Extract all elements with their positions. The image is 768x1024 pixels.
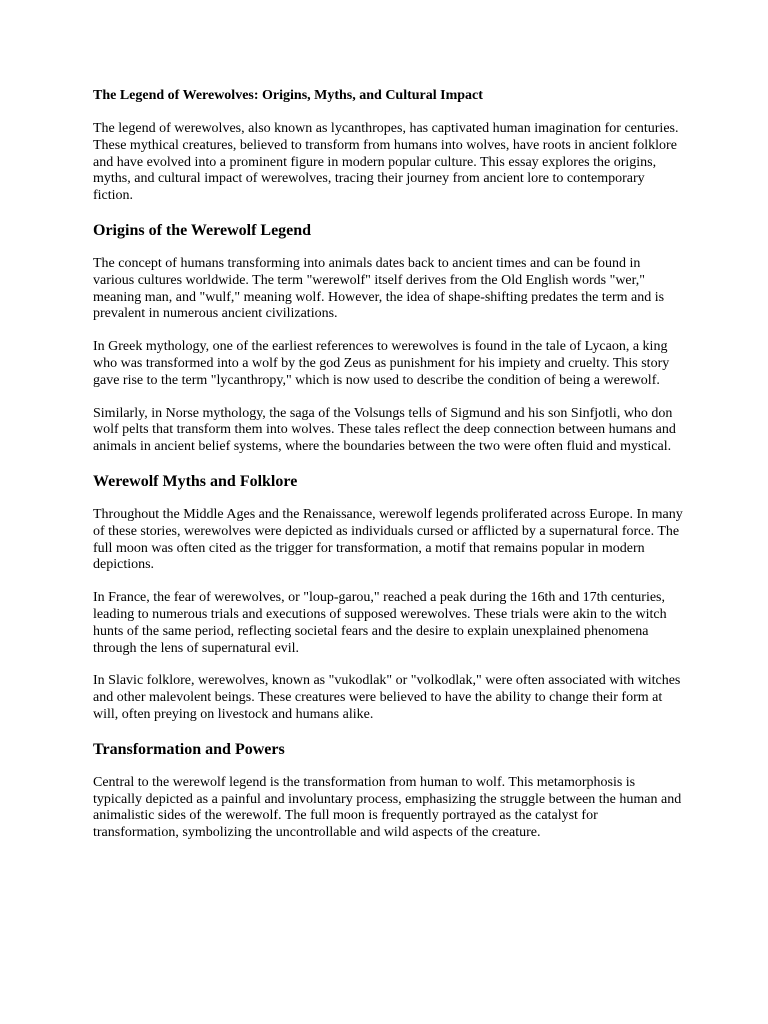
section-heading: Origins of the Werewolf Legend [93,221,312,239]
intro-paragraph: The legend of werewolves, also known as lycanthropes, has captivated human imagination for centuries. These mythical creatures, believed to transform from humans into wolves, have roots in ancient folklore and have evolved into a prominent figure in modern popular culture. This essay explores the origins, myths, and cultural impact of werewolves, tracing their journey from ancient lore to contemporary fiction. [93,121,679,204]
section-transformation-powers [93,740,683,842]
document-page [93,87,683,858]
paragraph: Throughout the Middle Ages and the Renaissance, werewolf legends proliferated across Europe. In many of these stories, werewolves were depicted as individuals cursed or afflicted by a supernatural force. The full moon was often cited as the trigger for transformation, a motif that remains popular in modern depictions. [93,506,683,573]
section-origins [93,221,683,456]
document-title: The Legend of Werewolves: Origins, Myths, and Cultural Impact [93,88,483,103]
section-heading: Transformation and Powers [93,740,285,758]
paragraph: The concept of humans transforming into animals dates back to ancient times and can be found in various cultures worldwide. The term "werewolf" itself derives from the Old English words "wer," meaning man, and "wulf," meaning wolf. However, the idea of shape-shifting predates the term and is prevalent in numerous ancient civilizations. [93,255,665,322]
paragraph: In Slavic folklore, werewolves, known as "vukodlak" or "volkodlak," were often associated with witches and other malevolent beings. These creatures were believed to have the ability to change their form at will, often preying on livestock and humans alike. [93,673,681,722]
paragraph: Central to the werewolf legend is the transformation from human to wolf. This metamorphosis is typically depicted as a painful and involuntary process, emphasizing the struggle between the human and animalistic sides of the werewolf. The full moon is frequently portrayed as the catalyst for transformation, symbolizing the uncontrollable and wild aspects of the creature. [93,774,682,841]
paragraph: In Greek mythology, one of the earliest references to werewolves is found in the tale of Lycaon, a king who was transformed into a wolf by the god Zeus as punishment for his impiety and cruelty. This story gave rise to the term "lycanthropy," which is now used to describe the condition of being a werewolf. [93,339,670,388]
section-myths-folklore [93,472,683,724]
paragraph: In France, the fear of werewolves, or "loup-garou," reached a peak during the 16th and 17th centuries, leading to numerous trials and executions of supposed werewolves. These trials were akin to the witch hunts of the same period, reflecting societal fears and the desire to explain unexplained phenomena through the lens of supernatural evil. [93,590,667,656]
section-heading: Werewolf Myths and Folklore [93,472,298,490]
paragraph: Similarly, in Norse mythology, the saga of the Volsungs tells of Sigmund and his son Sinfjotli, who don wolf pelts that transform them into wolves. These tales reflect the deep connection between humans and animals in ancient belief systems, where the boundaries between the two were often fluid and mystical. [93,405,676,455]
